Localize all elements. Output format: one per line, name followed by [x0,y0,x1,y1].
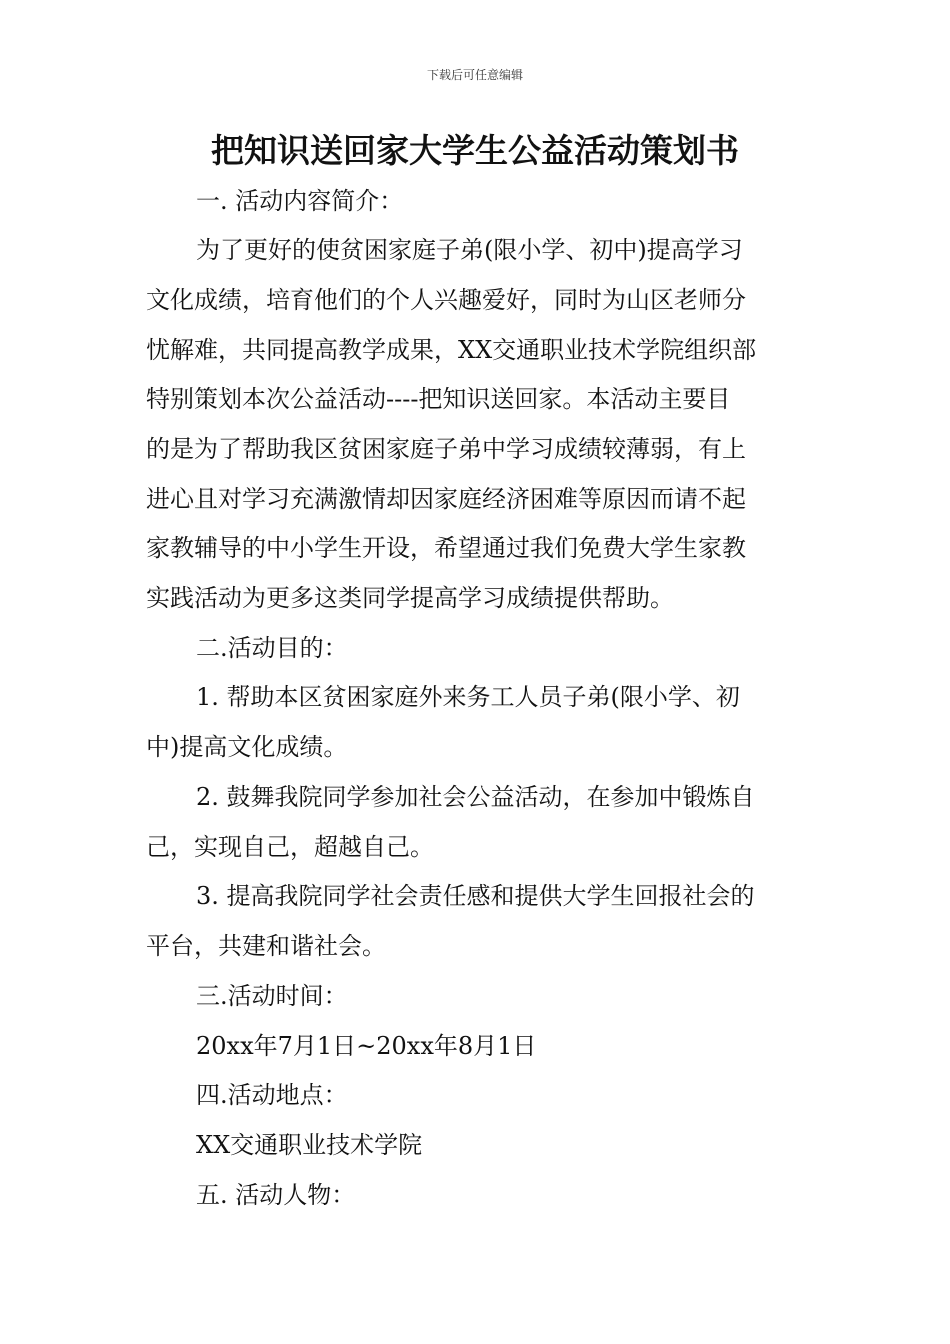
paragraph-line: 进心且对学习充满激情却因家庭经济困难等原因而请不起 [146,485,746,513]
paragraph-line: 忧解难，共同提高教学成果，XX交通职业技术学院组织部 [146,336,757,364]
list-item-2-cont: 己，实现自己，超越自己。 [146,833,434,861]
page-header-note: 下载后可任意编辑 [426,68,523,82]
section-heading-1: 一. 活动内容简介： [196,187,404,215]
paragraph-line: 家教辅导的中小学生开设，希望通过我们免费大学生家教 [146,534,746,562]
list-item-1: 1. 帮助本区贫困家庭外来务工人员子弟(限小学、初 [196,683,740,711]
paragraph-line: 的是为了帮助我区贫困家庭子弟中学习成绩较薄弱，有上 [146,435,746,463]
section-heading-4: 四.活动地点： [196,1081,348,1109]
paragraph-line: 文化成绩，培育他们的个人兴趣爱好，同时为山区老师分 [146,286,746,314]
section-heading-2: 二.活动目的： [196,634,348,662]
document-title: 把知识送回家大学生公益活动策划书 [211,131,739,170]
section-heading-5: 五. 活动人物： [196,1181,356,1209]
list-item-3: 3. 提高我院同学社会责任感和提供大学生回报社会的 [196,882,755,910]
list-item-3-cont: 平台，共建和谐社会。 [146,932,386,960]
activity-time: 20xx年7月1日~20xx年8月1日 [196,1032,537,1060]
list-item-2: 2. 鼓舞我院同学参加社会公益活动，在参加中锻炼自 [196,783,755,811]
paragraph-line: 实践活动为更多这类同学提高学习成绩提供帮助。 [146,584,674,612]
paragraph-line: 为了更好的使贫困家庭子弟(限小学、初中)提高学习 [196,236,743,264]
activity-location: XX交通职业技术学院 [196,1131,423,1159]
list-item-1-cont: 中)提高文化成绩。 [146,733,348,761]
section-heading-3: 三.活动时间： [196,982,348,1010]
paragraph-line: 特别策划本次公益活动----把知识送回家。本活动主要目 [146,385,731,413]
